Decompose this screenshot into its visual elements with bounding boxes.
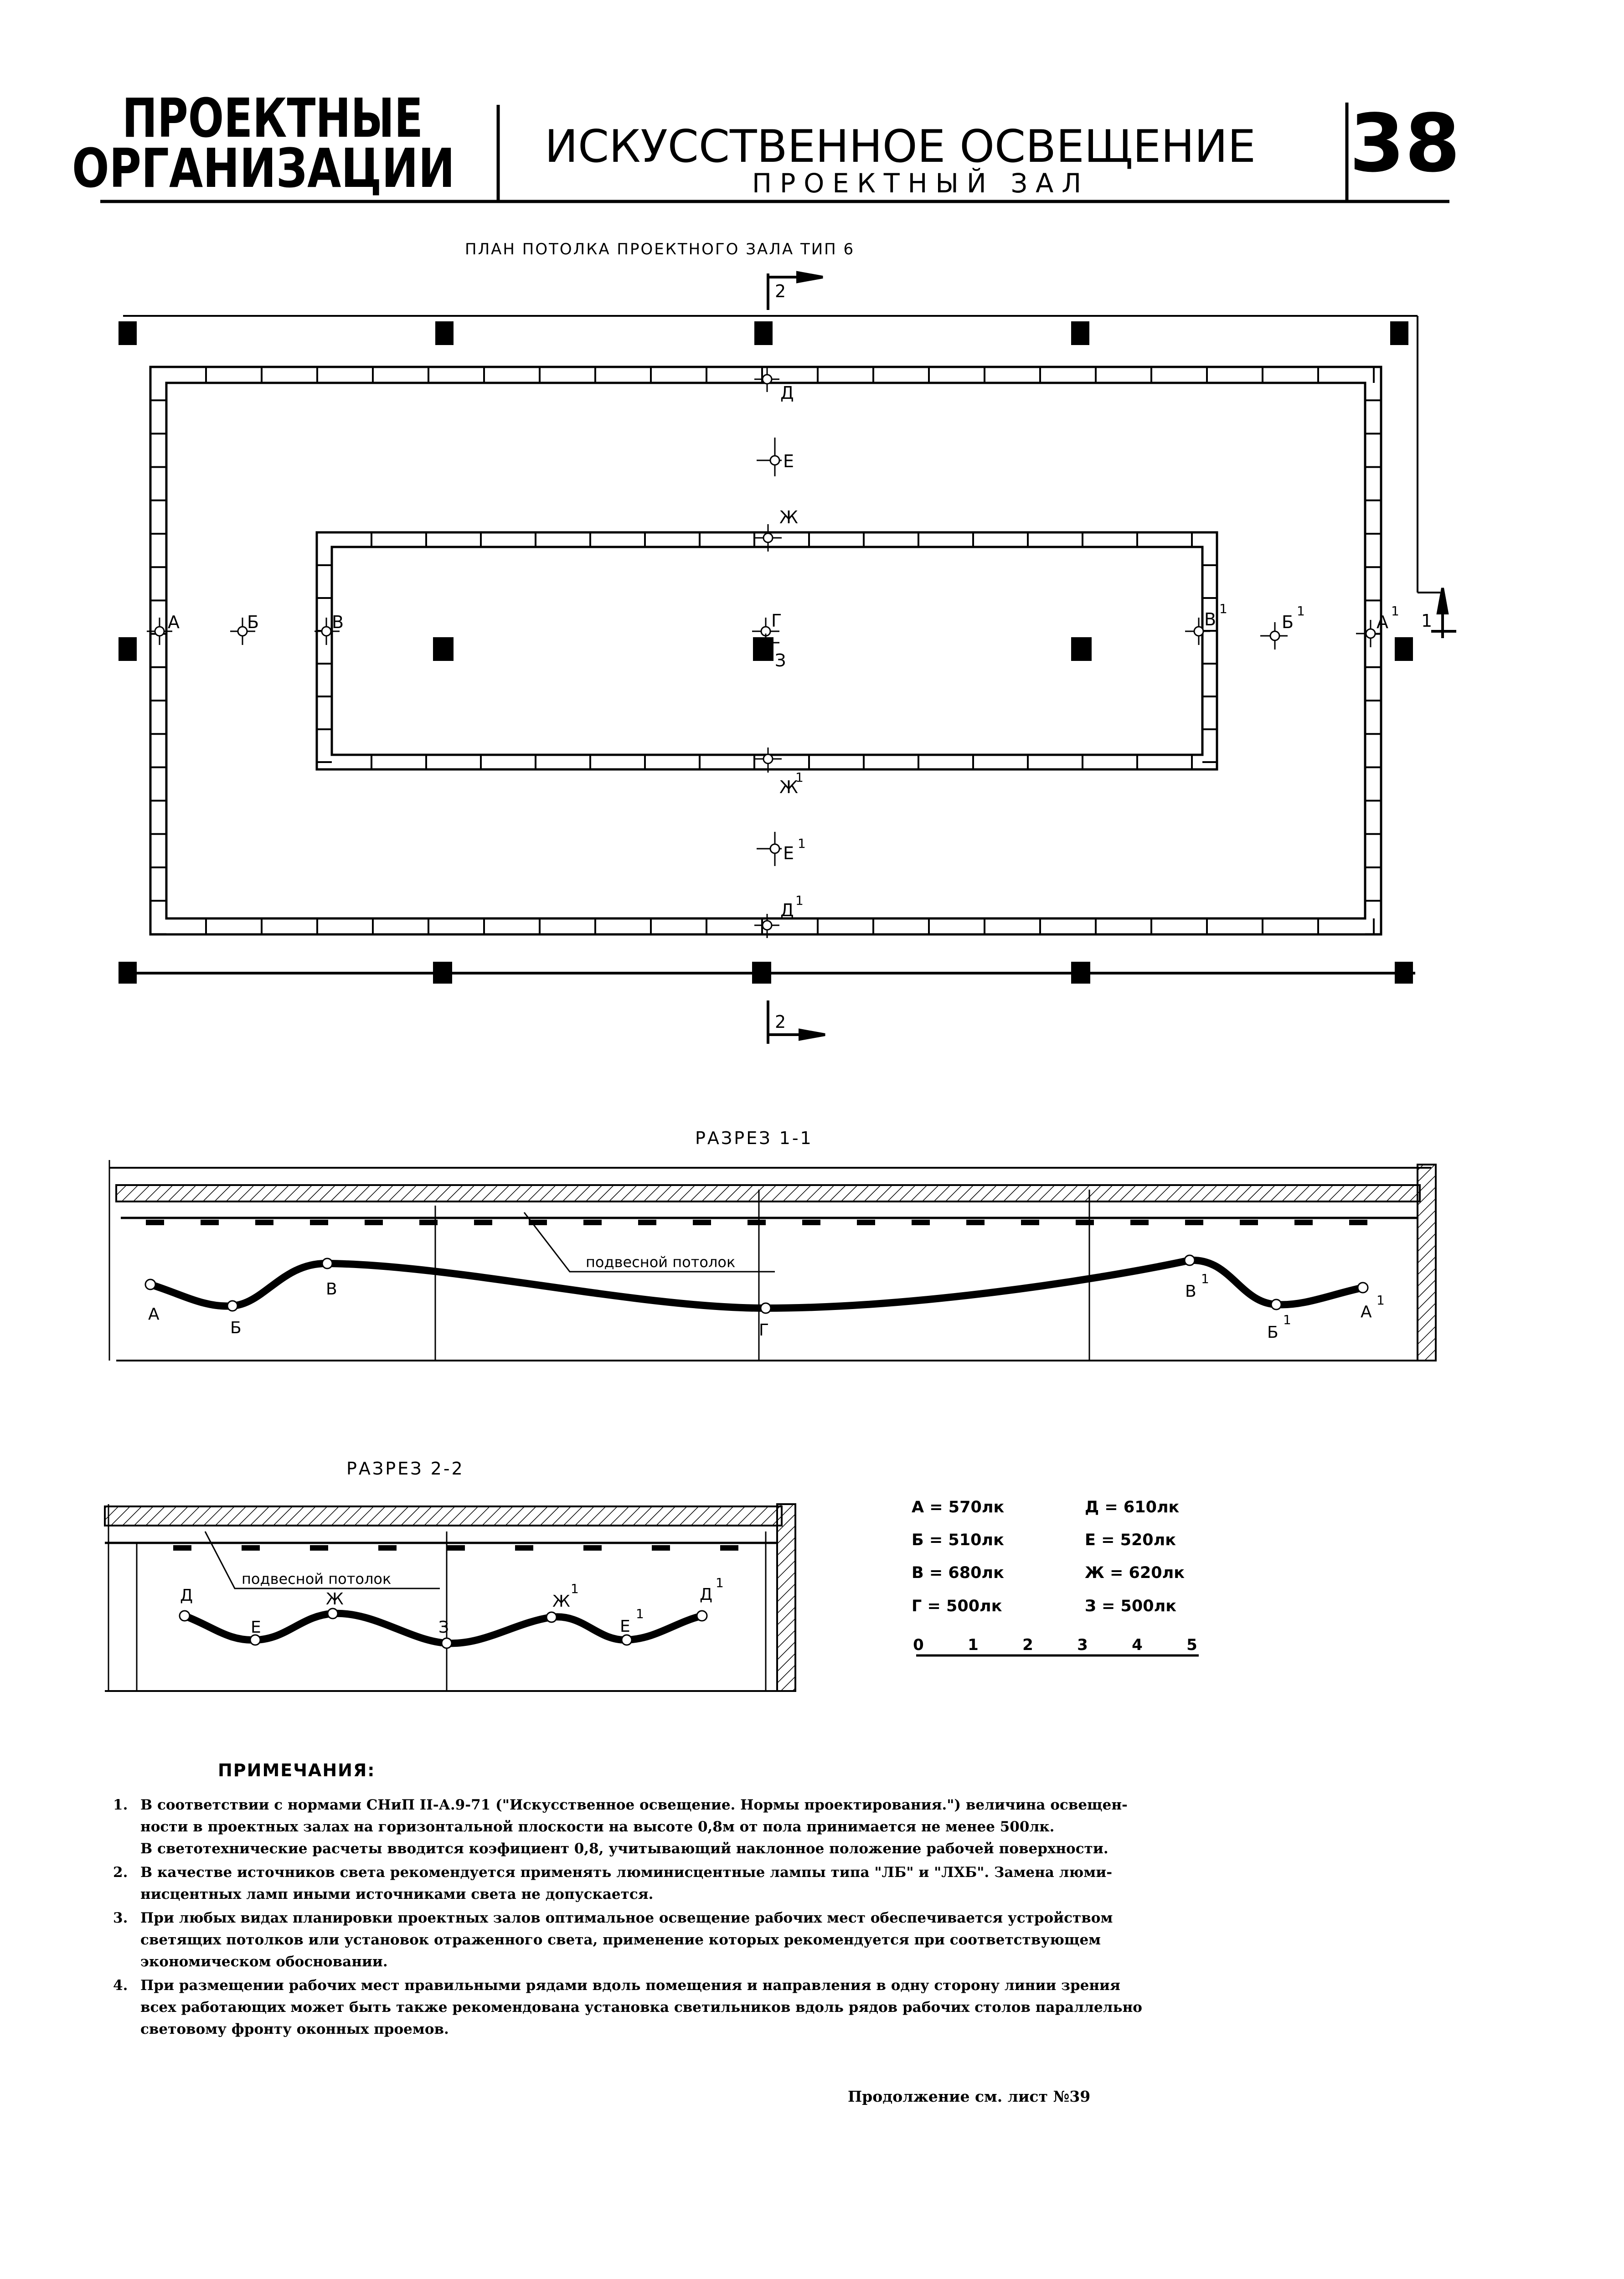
section-1-1 [109,1128,1436,1361]
note-line: В соответствии с нормами СНиП II-А.9-71 ("Искусственное освещение. Нормы проектирования.") величина освещен- [140,1797,1128,1813]
luminaire [1240,1220,1258,1225]
label-a1: А [1377,612,1388,632]
sheet-subtitle: ПРОЕКТНЫЙ ЗАЛ [752,168,1093,199]
organization-line2: ОРГАНИЗАЦИИ [72,137,455,200]
luminaire [966,1220,985,1225]
label-b: Б [247,612,259,632]
point-d [754,367,779,392]
luminaire [583,1545,602,1551]
note-number: 4. [113,1977,128,1994]
note-line: В качестве источников света рекомендуется применять люминисцентные лампы типа "ЛБ" и "ЛХБ". Замена люми- [140,1864,1113,1881]
lux-row-1-right: Д = 610лк [1085,1498,1180,1516]
s2-label-e1-sup: 1 [636,1606,644,1621]
note-line: всех работающих может быть также рекомендована установка светильников вдоль рядов рабочих столов параллельно [140,1999,1142,2016]
label-e1: Е [783,843,794,863]
scale-tick-label: 5 [1186,1636,1197,1654]
lux-row-4-left: Г = 500лк [912,1597,1002,1615]
luminaire [1349,1220,1367,1225]
section-1-ceiling-label: подвесной потолок [586,1253,736,1271]
luminaire [802,1220,820,1225]
label-v: В [332,612,344,632]
scale-bar [913,1636,1199,1655]
label-d1-sup: 1 [795,893,804,908]
luminaire [638,1220,656,1225]
s1-label-a: А [148,1305,160,1324]
section-mark-top-label: 2 [775,281,786,301]
s1-label-g: Г [759,1321,769,1340]
luminaire [1076,1220,1094,1225]
section-1-title: РАЗРЕЗ 1-1 [695,1128,813,1148]
note-line: В светотехнические расчеты вводится коэфициент 0,8, учитывающий наклонное положение рабочей поверхности. [140,1841,1108,1857]
luminaire [310,1545,328,1551]
illuminance-table [912,1498,1185,1615]
label-e: Е [783,451,794,471]
luminaire [173,1545,191,1551]
notes-block [113,1759,1389,2042]
s1-label-v1: В [1185,1282,1196,1301]
lux-row-1-left: А = 570лк [912,1498,1005,1516]
scale-tick-label: 3 [1077,1636,1088,1654]
luminaire [515,1545,533,1551]
luminaire [1130,1220,1149,1225]
s1-label-b: Б [230,1319,242,1337]
section-mark-bottom-label: 2 [775,1012,786,1032]
label-v1: В [1204,609,1217,629]
lux-row-2-left: Б = 510лк [912,1531,1004,1549]
lux-row-3-left: В = 680лк [912,1564,1004,1582]
s1-label-v1-sup: 1 [1201,1271,1209,1286]
luminaire [310,1220,328,1225]
luminaire [201,1220,219,1225]
label-zh: Ж [779,507,798,527]
label-d: Д [780,383,794,403]
title-block [72,87,1460,201]
plan-title: ПЛАН ПОТОЛКА ПРОЕКТНОГО ЗАЛА ТИП 6 [465,240,855,258]
scale-tick-label: 2 [1022,1636,1033,1654]
note-line: При размещении рабочих мест правильными рядами вдоль помещения и направления в одну сторону линии зрения [140,1977,1120,1994]
label-a: А [168,612,180,632]
label-e1-sup: 1 [798,836,806,851]
note-line: При любых видах планировки проектных залов оптимальное освещение рабочих мест обеспечивается устройством [140,1910,1113,1926]
luminaire [1185,1220,1203,1225]
sheet-number: 38 [1349,98,1460,190]
s1-label-a1: А [1361,1303,1372,1321]
note-item [113,1907,1389,1973]
luminaire [447,1545,465,1551]
luminaire [1021,1220,1039,1225]
label-a1-sup: 1 [1391,603,1399,619]
s1-label-v: В [326,1280,337,1299]
ceiling-plan [119,240,1456,1044]
s1-label-b1-sup: 1 [1283,1312,1291,1327]
luminaire [693,1220,711,1225]
note-line: экономическом обосновании. [140,1954,388,1970]
s2-label-zh1-sup: 1 [571,1581,579,1596]
section-mark-right [1431,588,1456,638]
note-number: 2. [113,1864,128,1881]
section-2-title: РАЗРЕЗ 2-2 [346,1459,464,1479]
luminaire [146,1220,164,1225]
luminaire [242,1545,260,1551]
label-v1-sup: 1 [1219,601,1227,616]
point-e1 [757,832,782,866]
label-z: З [775,650,786,670]
note-number: 3. [113,1910,128,1926]
luminaire [652,1545,670,1551]
label-b1: Б [1282,612,1294,632]
section-mark-right-label: 1 [1421,611,1433,631]
point-labels [168,383,1399,920]
luminaire [857,1220,875,1225]
label-zh1-sup: 1 [795,770,804,785]
section-2-ceiling-label: подвесной потолок [242,1570,392,1588]
s2-label-d: Д [180,1586,193,1605]
luminaire [720,1545,738,1551]
lux-row-2-right: Е = 520лк [1085,1531,1176,1549]
luminaire [1294,1220,1313,1225]
s2-label-e: Е [251,1618,261,1637]
luminaire [255,1220,273,1225]
notes-title: ПРИМЕЧАНИЯ: [218,1760,376,1780]
s2-label-d1-sup: 1 [716,1575,724,1590]
note-line: ности в проектных залах на горизонтальной плоскости на высоте 0,8м от пола принимается не менее 500лк. [140,1819,1055,1835]
lux-row-3-right: Ж = 620лк [1085,1564,1185,1582]
s2-label-z: З [438,1618,449,1637]
organization-line1: ПРОЕКТНЫЕ [122,87,423,150]
s1-label-b1: Б [1267,1323,1279,1342]
continuation-note: Продолжение см. лист №39 [848,2088,1091,2105]
note-item [113,1975,1389,2040]
section-2-luminaires [173,1545,738,1551]
s2-label-e1: Е [620,1617,630,1636]
label-zh1: Ж [779,777,798,797]
section-1-luminaires [146,1220,1367,1225]
note-number: 1. [113,1797,128,1813]
luminaire [748,1220,766,1225]
scale-tick-label: 1 [968,1636,979,1654]
label-b1-sup: 1 [1297,603,1305,619]
note-line: нисцентных ламп иными источниками света не допускается. [140,1886,654,1903]
luminaire [583,1220,602,1225]
point-e [757,438,782,476]
lux-row-4-right: З = 500лк [1085,1597,1177,1615]
sheet-title: ИСКУССТВЕННОЕ ОСВЕЩЕНИЕ [545,121,1256,173]
section-2-2 [105,1459,795,1691]
notes-list [113,1794,1389,2040]
luminaire [474,1220,492,1225]
s2-label-zh: Ж [326,1590,344,1609]
luminaire [912,1220,930,1225]
note-line: светящих потолков или установок отраженного света, применение которых рекомендуется при соответствующем [140,1932,1101,1948]
scale-tick-label: 4 [1132,1636,1143,1654]
s2-label-d1: Д [700,1585,713,1604]
s1-label-a1-sup: 1 [1377,1293,1385,1308]
scale-tick-label: 0 [913,1636,924,1654]
label-d1: Д [780,900,794,920]
s2-label-zh1: Ж [552,1592,570,1611]
label-g: Г [771,611,782,631]
scale-tick-labels [913,1636,1197,1654]
luminaire [419,1220,438,1225]
luminaire [365,1220,383,1225]
note-item [113,1861,1389,1905]
note-line: световому фронту оконных проемов. [140,2021,449,2037]
note-item [113,1794,1389,1860]
luminaire [378,1545,397,1551]
